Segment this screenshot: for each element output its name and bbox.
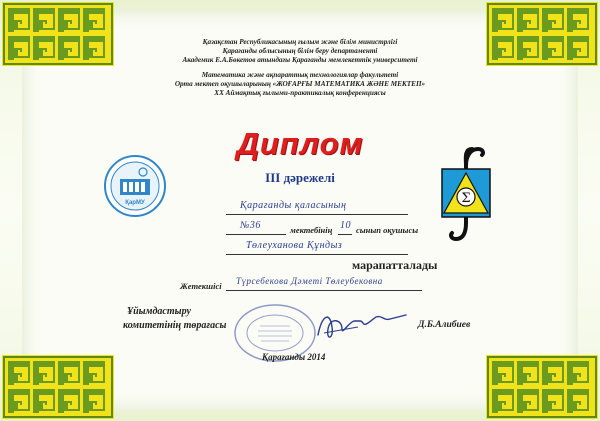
ministry-line: Қазақстан Республикасының ғылым және білім министрлігі [202,38,398,46]
department-line: Қарағанды облысының білім беру департаменті [222,47,378,55]
city-handwritten: Қарағанды қаласының [240,200,347,211]
corner-ornament-top-left [2,2,114,66]
city-year: Қарағанды 2014 [262,352,326,362]
grade-suffix: сынып оқушысы [356,225,419,235]
svg-text:Σ: Σ [461,191,471,206]
awarded-label: марапатталады [352,258,438,272]
chair-signature [312,305,412,345]
school-suffix: мектебінің [290,225,333,235]
faculty-line: Математика және ақпараттық технологиялар факультеті [201,71,399,79]
chair-name: Д.Б.Алибиев [418,320,471,330]
corner-ornament-bottom-right [486,355,598,419]
supervisor-handwritten: Түрсебекова Дәметі Төлеубековна [236,276,383,286]
university-line: Академик Е.А.Бөкетов атындағы Қарағанды мемлекеттік университеті [182,56,418,64]
committee-line-1: Ұйымдастыру [127,306,191,317]
competition-line: Орта мектеп оқушыларының «ЖОҒАРҒЫ МАТЕМАТИКА ЖӘНЕ МЕКТЕП» [174,80,426,88]
committee-line-2: комитетінің төрағасы [123,320,227,331]
diploma-degree: III дәрежелі [265,170,335,185]
corner-ornament-bottom-left [2,355,114,419]
math-conference-logo [438,145,494,243]
school-number-handwritten: №36 [240,220,261,231]
university-logo [104,155,166,217]
conference-line: XX Аймақтық ғылыми-практикалық конференциясы [214,89,386,97]
grade-handwritten: 10 [340,220,351,231]
university-logo-text: ҚарМУ [125,200,145,206]
issuer-header [150,38,450,98]
diploma-title: Диплом [236,126,364,161]
student-handwritten: Төлеуханова Құндыз [246,240,343,251]
supervisor-label: Жетекшісі [180,281,222,291]
corner-ornament-top-right [486,2,598,66]
